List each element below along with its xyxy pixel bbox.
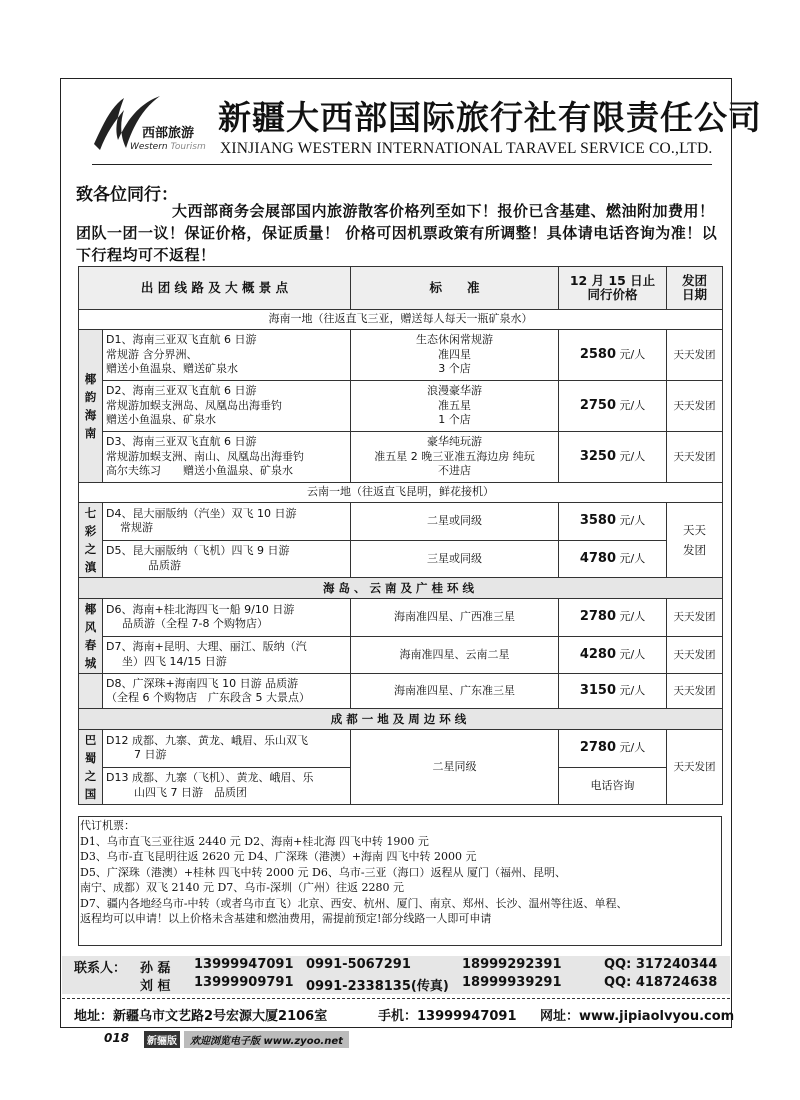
table-row <box>79 432 723 483</box>
table-row <box>79 503 723 541</box>
footer-address: 地址：新疆乌市文艺路2号宏源大厦2106室 <box>74 1009 328 1024</box>
standard-d5: 三星或同级 <box>351 540 559 578</box>
header-route: 出 团 线 路 及 大 概 景 点 <box>79 267 351 310</box>
departure-yunnan: 天天 发团 <box>667 503 723 578</box>
route-d8: D8、广深珠+海南四飞 10 日游 品质游 （全程 6 个购物店 广东段含 5 大景点） <box>103 674 351 709</box>
route-d4: D4、昆大丽版纳（汽坐）双飞 10 日游 常规游 <box>103 503 351 541</box>
edition-tag: 新骊版 <box>144 1031 180 1048</box>
contact-mobile-1: 13999947091 <box>194 957 294 972</box>
standard-d2: 浪漫豪华游 准五星 1 个店 <box>351 381 559 432</box>
ticket-line: 南宁、成都）双飞 2140 元 D7、乌市-深圳（广州）往返 2280 元 <box>80 881 405 894</box>
route-d2: D2、海南三亚双飞直航 6 日游 常规游加蜈支洲岛、凤凰岛出海垂钓 赠送小鱼温泉、矿泉水 <box>103 381 351 432</box>
intro-text: 大西部商务会展部国内旅游散客价格列至如下！报价已含基建、燃油附加费用！团队一团一议！保证价格，保证质量！ 价格可因机票政策有所调整！具体请电话咨询为准！以下行程均可不返程！ <box>76 202 718 264</box>
tickets-section <box>80 818 722 927</box>
side-label-empty <box>79 674 103 709</box>
footer-divider <box>62 998 730 999</box>
route-d6: D6、海南+桂北海四飞一船 9/10 日游 品质游（全程 7-8 个购物店） <box>103 599 351 637</box>
departure-d1: 天天发团 <box>667 330 723 381</box>
route-d13: D13 成都、九寨（飞机）、黄龙、峨眉、乐 山四飞 7 日游 品质团 <box>103 767 351 805</box>
header-price: 12 月 15 日止 同行价格 <box>559 267 667 310</box>
standard-d3: 豪华纯玩游 准五星 2 晚三亚准五海边房 纯玩 不进店 <box>351 432 559 483</box>
footer-phone: 手机：13999947091 <box>378 1009 517 1024</box>
logo-text-en: Western Tourism <box>130 142 206 152</box>
departure-sichuan: 天天发团 <box>667 730 723 805</box>
route-d12: D12 成都、九寨、黄龙、峨眉、乐山双飞 7 日游 <box>103 730 351 768</box>
price-d2: 2750 元/人 <box>559 381 667 432</box>
contact-mobile2-1: 18999292391 <box>462 957 562 972</box>
table-row <box>79 381 723 432</box>
price-table <box>78 266 723 805</box>
logo-text-cn: 西部旅游 <box>142 126 195 141</box>
contact-qq-1: QQ: 317240344 <box>604 957 718 972</box>
standard-d8: 海南准四星、广东准三星 <box>351 674 559 709</box>
contact-mobile-2: 13999909791 <box>194 975 294 990</box>
price-d6: 2780 元/人 <box>559 599 667 637</box>
route-d5: D5、昆大丽版纳（飞机）四飞 9 日游 品质游 <box>103 540 351 578</box>
route-d7: D7、海南+昆明、大理、丽江、版纳（汽 坐）四飞 14/15 日游 <box>103 636 351 674</box>
standard-d7: 海南准四星、云南二星 <box>351 636 559 674</box>
table-row <box>79 730 723 768</box>
ticket-line: D1、乌市直飞三亚往返 2440 元 D2、海南+桂北海 四飞中转 1900 元 <box>80 834 429 848</box>
section-sichuan: 成都一地及周边环线 <box>79 709 723 730</box>
section-hainan: 海南一地（往返直飞三亚，赠送每人每天一瓶矿泉水） <box>79 310 723 330</box>
ticket-line: D3、乌市-直飞昆明往返 2620 元 D4、广深珠（港澳）+海南 四飞中转 2000 元 <box>80 850 477 863</box>
page-number: 018 <box>104 1031 130 1045</box>
ticket-line: 返程均可以申请！以上价格未含基建和燃油费用，需提前预定!部分线路一人即可申请 <box>80 912 492 925</box>
price-d7: 4280 元/人 <box>559 636 667 674</box>
route-d1: D1、海南三亚双飞直航 6 日游 常规游 含分界洲、 赠送小鱼温泉、赠送矿泉水 <box>103 330 351 381</box>
company-name-cn: 新疆大西部国际旅行社有限责任公司 <box>218 98 762 137</box>
side-label-hainan: 椰 韵 海 南 <box>79 330 103 483</box>
price-d5: 4780 元/人 <box>559 540 667 578</box>
contact-label: 联系人： <box>74 961 127 976</box>
contact-tel-2: 0991-2338135(传真) <box>306 979 449 994</box>
departure-d8: 天天发团 <box>667 674 723 709</box>
footer-website[interactable]: 网址：www.jipiaolvyou.com <box>540 1009 735 1024</box>
greeting: 致各位同行： <box>76 185 178 205</box>
table-row <box>79 540 723 578</box>
departure-d3: 天天发团 <box>667 432 723 483</box>
side-label-sichuan: 巴 蜀 之 国 <box>79 730 103 805</box>
departure-d7: 天天发团 <box>667 636 723 674</box>
standard-d4: 二星或同级 <box>351 503 559 541</box>
table-row <box>79 599 723 637</box>
header-departure: 发团 日期 <box>667 267 723 310</box>
ticket-line: D5、广深珠（港澳）+桂林 四飞中转 2000 元 D6、乌市-三亚（海口）返程从 厦门（福州、昆明、 <box>80 865 567 879</box>
price-d13: 电话咨询 <box>559 767 667 805</box>
company-logo <box>90 92 220 164</box>
standard-d1: 生态休闲常规游 准四星 3 个店 <box>351 330 559 381</box>
edition-site[interactable]: 欢迎浏览电子版 www.zyoo.net <box>184 1031 349 1048</box>
side-label-yunnan: 七 彩 之 滇 <box>79 503 103 578</box>
standard-d6: 海南准四星、广西准三星 <box>351 599 559 637</box>
standard-sichuan: 二星同级 <box>351 730 559 805</box>
route-d3: D3、海南三亚双飞直航 6 日游 常规游加蜈支洲、南山、凤凰岛出海垂钓 高尔夫练习 赠送小鱼温泉、矿泉水 <box>103 432 351 483</box>
contact-qq-2: QQ: 418724638 <box>604 975 718 990</box>
contact-name-2: 刘 桓 <box>140 979 171 994</box>
departure-d2: 天天发团 <box>667 381 723 432</box>
contact-tel-1: 0991-5067291 <box>306 957 411 972</box>
price-d12: 2780 元/人 <box>559 730 667 768</box>
header-divider <box>92 164 712 165</box>
tickets-title: 代订机票： <box>80 819 135 832</box>
contact-name-1: 孙 磊 <box>140 961 171 976</box>
contact-mobile2-2: 18999939291 <box>462 975 562 990</box>
header-standard: 标 准 <box>351 267 559 310</box>
table-row <box>79 674 723 709</box>
table-row <box>79 330 723 381</box>
price-d8: 3150 元/人 <box>559 674 667 709</box>
section-combo: 海岛、云南及广桂环线 <box>79 578 723 599</box>
ticket-line: D7、疆内各地经乌市-中转（或者乌市直飞）北京、西安、杭州、厦门、南京、郑州、长沙、温州等往返、单程、 <box>80 896 628 910</box>
price-d4: 3580 元/人 <box>559 503 667 541</box>
side-label-combo: 椰 风 春 城 <box>79 599 103 674</box>
company-name-en: XINJIANG WESTERN INTERNATIONAL TARAVEL SERVICE CO.,LTD. <box>220 140 713 157</box>
table-header <box>79 267 723 310</box>
price-d3: 3250 元/人 <box>559 432 667 483</box>
departure-d6: 天天发团 <box>667 599 723 637</box>
section-yunnan: 云南一地（往返直飞昆明，鲜花接机） <box>79 483 723 503</box>
price-d1: 2580 元/人 <box>559 330 667 381</box>
table-row <box>79 636 723 674</box>
